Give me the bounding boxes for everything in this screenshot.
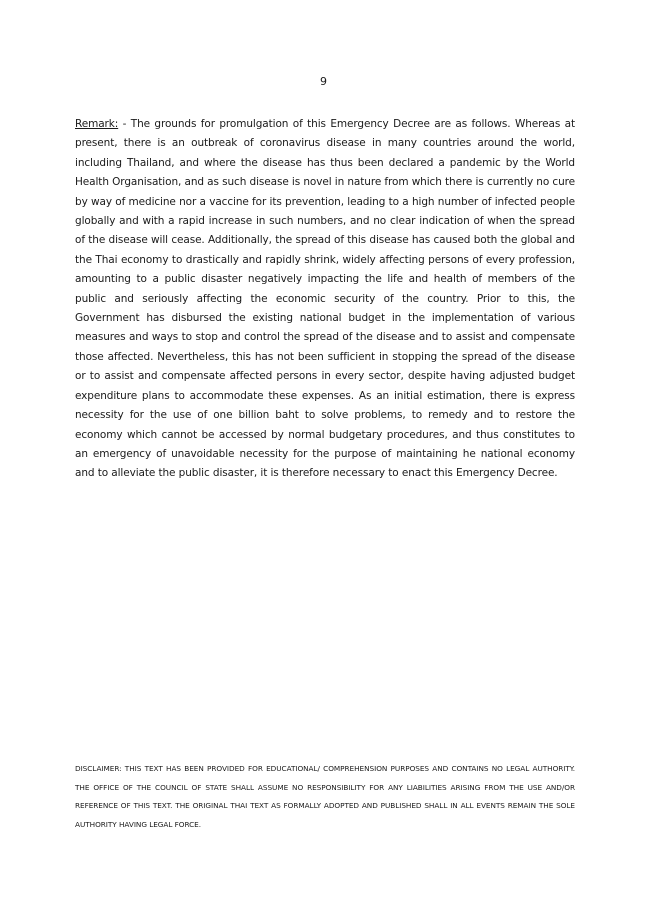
page-number: 9 bbox=[320, 75, 327, 88]
remark-text: - The grounds for promulgation of this Emergency Decree are as follows. Whereas at present, there is an outbreak of coronavirus disease in many countries around the world, including Thailand, and where the disease has thus been declared a pandemic by the World Health Organisation, and as such disease is novel in nature from which there is currently no cure by way of medicine nor a vaccine for its prevention, leading to a high number of infected people globally and with a rapid increase in such numbers, and no clear indication of when the spread of the disease will cease. Additionally, the spread of this disease has caused both the global and the Thai economy to drastically and rapidly shrink, widely affecting persons of every profession, amounting to a public disaster negatively impacting the life and health of members of the public and seriously affecting the economic security of the country. Prior to this, the Government has disbursed the existing national budget in the implementation of various measures and ways to stop and control the spread of the disease and to assist and compensate those affected. Nevertheless, this has not been sufficient in stopping the spread of the disease or to assist and compensate affected persons in every sector, despite having adjusted budget expenditure plans to accommodate these expenses. As an initial estimation, there is express necessity for the use of one billion baht to solve problems, to remedy and to restore the economy which cannot be accessed by normal budgetary procedures, and thus constitutes to an emergency of unavoidable necessity for the purpose of maintaining he national economy and to alleviate the public disaster, it is therefore necessary to enact this Emergency Decree. bbox=[75, 118, 575, 480]
remark-label: Remark: bbox=[75, 118, 119, 130]
disclaimer-text: DISCLAIMER: THIS TEXT HAS BEEN PROVIDED FOR EDUCATIONAL/ COMPREHENSION PURPOSES AND CONTAINS NO LEGAL AUTHORITY. THE OFFICE OF THE COUNCIL OF STATE SHALL ASSUME NO RESPONSIBILITY FOR ANY LIABILITIES ARISING FROM THE USE AND/OR REFERENCE OF THIS TEXT. THE ORIGINAL THAI TEXT AS FORMALLY ADOPTED AND PUBLISHED SHALL IN ALL EVENTS REMAIN THE SOLE AUTHORITY HAVING LEGAL FORCE. bbox=[75, 764, 575, 829]
remark-paragraph bbox=[75, 115, 575, 484]
